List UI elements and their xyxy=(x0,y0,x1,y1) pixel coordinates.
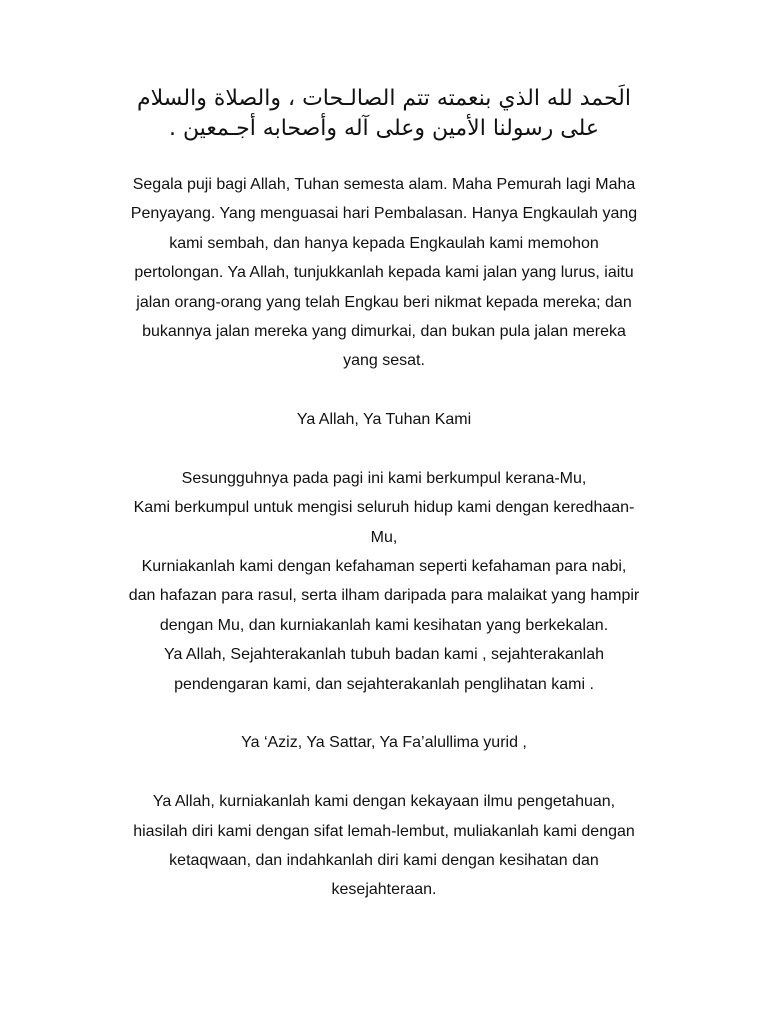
paragraph-line: kesejahteraan. xyxy=(331,881,437,899)
paragraph-spacer xyxy=(84,699,684,728)
arabic-heading-line-2: على رسولنا الأمين وعلى آله وأصحابه أجـمعين . xyxy=(168,116,600,141)
paragraph-spacer xyxy=(84,435,684,464)
paragraph-line: yang sesat. xyxy=(343,352,425,370)
paragraph-line: Kami berkumpul untuk mengisi seluruh hidup kami dengan keredhaan- xyxy=(133,499,635,517)
paragraph-praise xyxy=(84,170,684,376)
paragraph-line: Kurniakanlah kami dengan kefahaman seperti kefahaman para nabi, xyxy=(141,558,627,576)
paragraph-line: Ya Allah, kurniakanlah kami dengan kekayaan ilmu pengetahuan, xyxy=(152,793,616,811)
paragraph-spacer xyxy=(84,376,684,405)
paragraph-line: ketaqwaan, dan indahkanlah diri kami dengan kesihatan dan xyxy=(169,851,599,869)
paragraph-spacer xyxy=(84,758,684,787)
paragraph-line: bukannya jalan mereka yang dimurkai, dan bukan pula jalan mereka xyxy=(142,322,626,340)
invocation-heading: Ya Allah, Ya Tuhan Kami xyxy=(296,411,472,429)
paragraph-line: Ya Allah, Sejahterakanlah tubuh badan kami , sejahterakanlah xyxy=(163,646,604,664)
paragraph-line: pendengaran kami, dan sejahterakanlah penglihatan kami . xyxy=(174,675,594,693)
paragraph-knowledge xyxy=(84,787,684,905)
document-body xyxy=(84,170,684,905)
paragraph-line: hiasilah diri kami dengan sifat lemah-lembut, muliakanlah kami dengan xyxy=(133,822,635,840)
paragraph-line: dengan Mu, dan kurniakanlah kami kesihatan yang berkekalan. xyxy=(159,616,609,634)
paragraph-line: kami sembah, dan hanya kepada Engkaulah kami memohon xyxy=(169,234,599,252)
arabic-heading-line-1: الَحمد لله الذي بنعمته تتم الصالـحات ، والصلاة والسلام xyxy=(137,86,631,111)
invocation-names: Ya ‘Aziz, Ya Sattar, Ya Fa’alullima yurid , xyxy=(241,734,527,752)
paragraph-line: dan hafazan para rasul, serta ilham daripada para malaikat yang hampir xyxy=(128,587,640,605)
paragraph-line: Penyayang. Yang menguasai hari Pembalasan. Hanya Engkaulah yang xyxy=(130,205,638,223)
paragraph-gathering xyxy=(84,464,684,699)
paragraph-line: Sesungguhnya pada pagi ini kami berkumpul kerana-Mu, xyxy=(181,469,587,487)
paragraph-line: Mu, xyxy=(370,528,398,546)
paragraph-line: jalan orang-orang yang telah Engkau beri nikmat kepada mereka; dan xyxy=(136,293,632,311)
arabic-heading xyxy=(60,84,708,144)
paragraph-line: pertolongan. Ya Allah, tunjukkanlah kepada kami jalan yang lurus, iaitu xyxy=(134,264,634,282)
paragraph-line: Segala puji bagi Allah, Tuhan semesta alam. Maha Pemurah lagi Maha xyxy=(132,176,636,193)
